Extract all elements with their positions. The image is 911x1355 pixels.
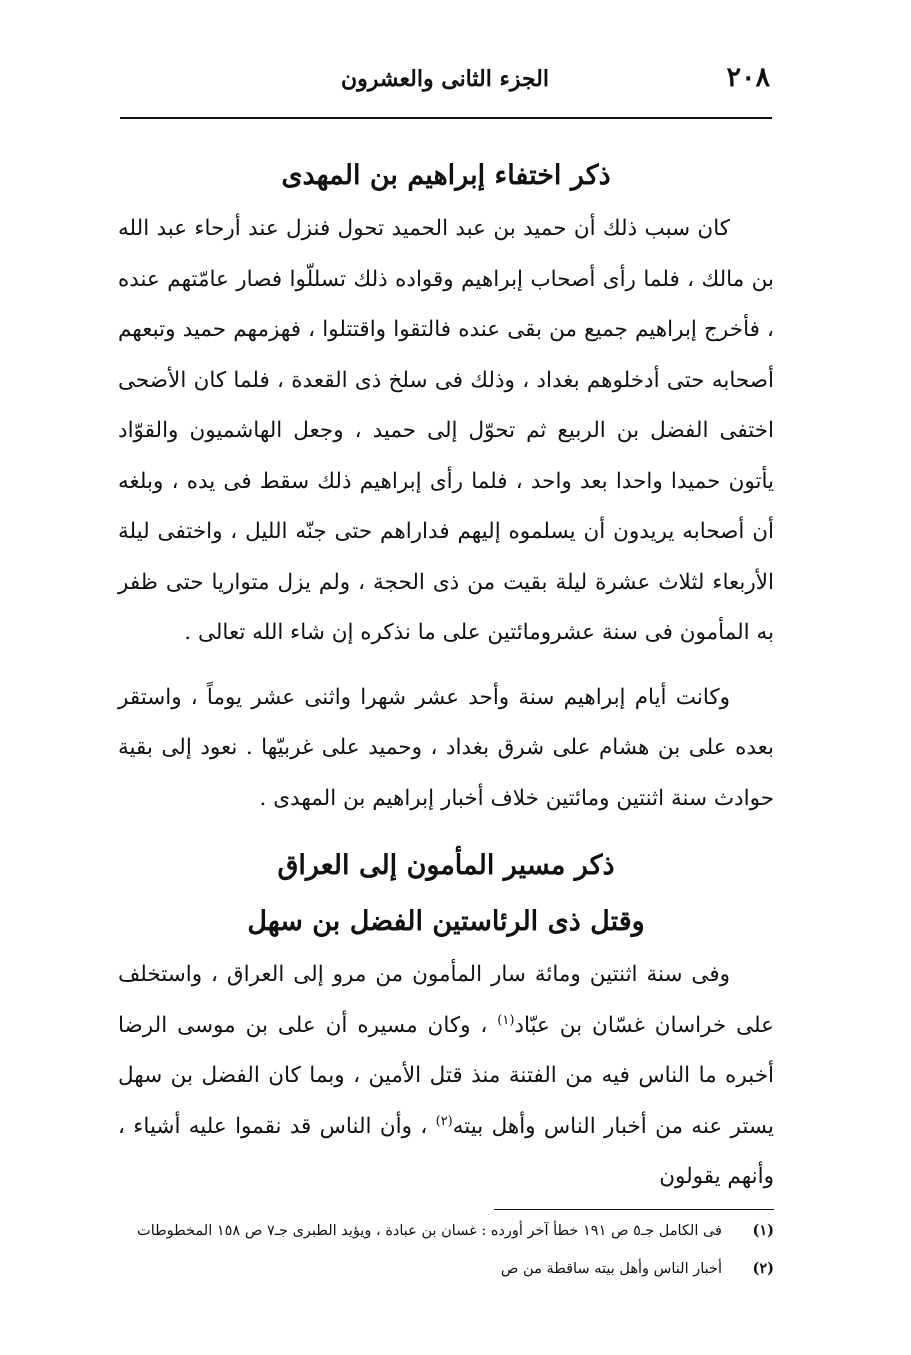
section-heading-2: ذكر مسير المأمون إلى العراق: [277, 850, 615, 881]
paragraph-3-part-1: وفى سنة اثنتين ومائة سار المأمون من مرو إلى العراق ، واستخلف على خراسان غسّان بن عبّاد: [118, 962, 774, 1038]
main-text: [118, 148, 774, 1203]
running-head: [120, 62, 770, 102]
paragraph-3-part-3: ، وأن الناس قد نقموا عليه أشياء ، وأنهم يقولون: [118, 1113, 774, 1189]
page-number: ٢٠٨: [726, 62, 770, 93]
footnote-text: أخبار الناس وأهل بيته ساقطة من ص: [500, 1261, 722, 1277]
footnote-number: (٢): [752, 1260, 774, 1277]
section-subheading-2: وقتل ذى الرئاستين الفضل بن سهل: [247, 906, 645, 937]
footnote-1: [118, 1220, 774, 1242]
footnote-rule: [494, 1209, 774, 1210]
paragraph-3-part-2: ، وكان مسيره أن على بن موسى الرضا أخبره ما الناس فيه من الفتنة منذ قتل الأمين ، وبما كان الفضل بن سهل يستر عنه من أخبار الناس وأهل بيته: [118, 1012, 774, 1139]
part-title: الجزء الثانى والعشرون: [340, 66, 550, 92]
footnote-ref-2: (٢): [435, 1113, 453, 1129]
footnote-text: فى الكامل جـ٥ ص ١٩١ خطأ آخر أورده : غسان بن عبادة ، ويؤيد الطبرى جـ٧ ص ١٥٨ المخطوطات: [137, 1223, 722, 1239]
paragraph-1: كان سبب ذلك أن حميد بن عبد الحميد تحول فنزل عند أرحاء عبد الله بن مالك ، فلما رأى أصحاب إبراهيم وقواده ذلك تسللّوا فصار عامّتهم عنده ، فأخرج إبراهيم جميع من بقى عنده فالتقوا واقتتلوا ، فهزمهم حميد وتبعهم أصحابه حتى أدخلوهم بغداد ، وذلك فى سلخ ذى القعدة ، فلما كان الأضحى اختفى الفضل بن الربيع ثم تحوّل إلى حميد ، وجعل الهاشميون والقوّاد يأتون حميدا واحدا بعد واحد ، فلما رأى إبراهيم ذلك سقط فى يده ، وبلغه أن أصحابه يريدون أن يسلموه إليهم فداراهم حتى جنّه الليل ، واختفى ليلة الأربعاء لثلاث عشرة ليلة بقيت من ذى الحجة ، ولم يزل متواريا حتى ظفر به المأمون فى سنة عشرومائتين على ما نذكره إن شاء الله تعالى .: [118, 216, 774, 645]
paragraph-2: وكانت أيام إبراهيم سنة وأحد عشر شهرا واثنى عشر يوماً ، واستقر بعده على بن هشام على شرق بغداد ، وحميد على غربيّها . نعود إلى بقية حوادث سنة اثنتين ومائتين خلاف أخبار إبراهيم بن المهدى .: [118, 684, 774, 811]
header-rule: [120, 117, 772, 119]
footnotes: [118, 1220, 774, 1296]
footnote-number: (١): [752, 1222, 774, 1239]
footnote-2: [118, 1258, 774, 1280]
paragraph-3: [118, 950, 774, 1203]
section-heading-1: ذكر اختفاء إبراهيم بن المهدى: [281, 160, 611, 191]
footnote-ref-1: (١): [497, 1012, 515, 1028]
